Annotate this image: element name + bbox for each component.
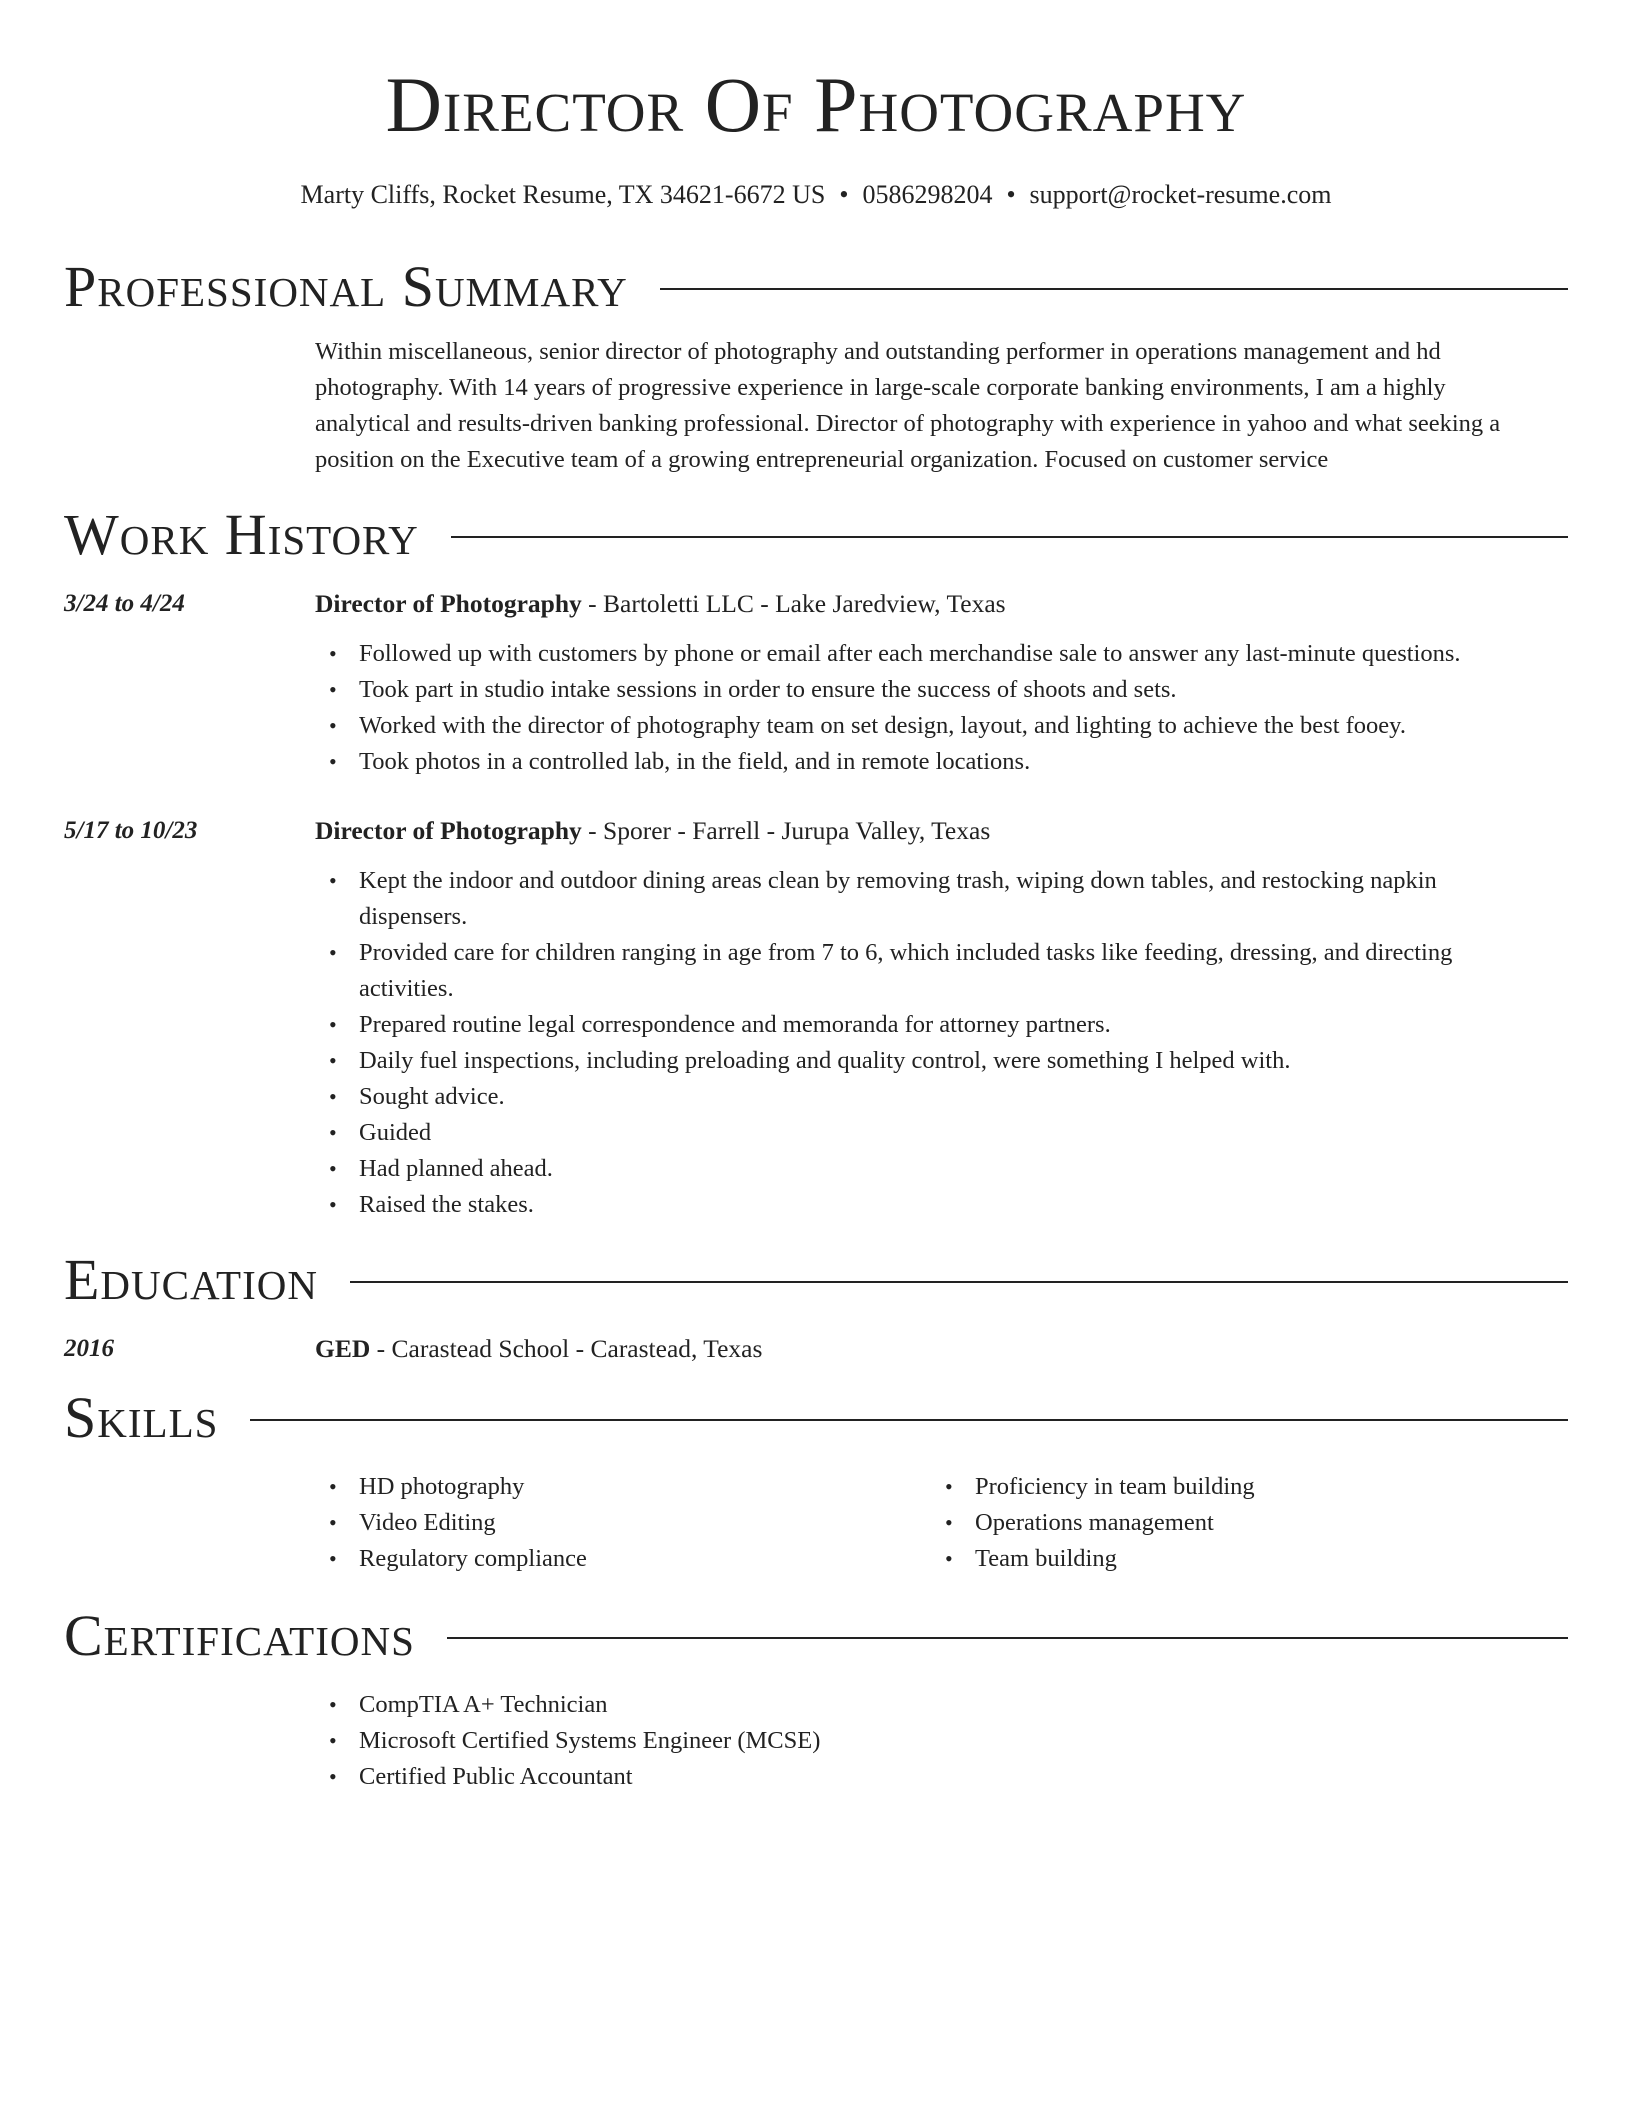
list-item: • Took photos in a controlled lab, in the field, and in remote locations. [315,744,1568,780]
skill-item: • Team building [931,1541,1547,1577]
education-heading: Education [64,1247,318,1312]
education-school-location: - Carastead School - Carastead, Texas [370,1334,763,1363]
summary-spacer [64,334,315,478]
section-divider [447,1637,1568,1639]
job-entry [64,586,1568,780]
skill-item: • Proficiency in team building [931,1469,1547,1505]
section-divider [250,1419,1568,1421]
section-divider [350,1281,1568,1283]
certifications-spacer [64,1687,315,1795]
job-bullets [315,863,1568,1223]
summary-row [64,334,1568,478]
list-item: • Sought advice. [315,1079,1568,1115]
contact-separator: • [1006,180,1016,209]
work-heading: Work History [64,502,419,567]
job-header [315,813,1568,849]
skills-grid [315,1469,1568,1577]
list-item: • Guided [315,1115,1568,1151]
certification-item: • CompTIA A+ Technician [315,1687,1568,1723]
work-section-header [64,502,1568,567]
education-degree: GED [315,1334,371,1363]
list-item: • Kept the indoor and outdoor dining areas clean by removing trash, wiping down tables, and restocking napkin dispensers. [315,863,1568,935]
job-header [315,586,1568,622]
contact-address: Marty Cliffs, Rocket Resume, TX 34621-6672 US [300,180,826,209]
list-item: • Followed up with customers by phone or email after each merchandise sale to answer any last-minute questions. [315,636,1568,672]
list-item: • Raised the stakes. [315,1187,1568,1223]
education-entry [64,1331,1568,1367]
job-bullets [315,636,1568,780]
resume-page [64,0,1568,1795]
contact-line [64,180,1568,210]
skills-section-header [64,1385,1568,1450]
section-divider [451,536,1568,538]
list-item: • Had planned ahead. [315,1151,1568,1187]
list-item: • Worked with the director of photography team on set design, layout, and lighting to achieve the best fooey. [315,708,1568,744]
skills-heading: Skills [64,1385,219,1450]
summary-heading: Professional Summary [64,254,628,319]
certifications-row [64,1687,1568,1795]
job-company-location: - Bartoletti LLC - Lake Jaredview, Texas [581,589,1006,618]
skills-row [64,1469,1568,1577]
summary-section-header [64,254,1568,319]
list-item: • Provided care for children ranging in age from 7 to 6, which included tasks like feeding, dressing, and directing activities. [315,935,1568,1007]
education-year: 2016 [64,1335,114,1362]
job-company-location: - Sporer - Farrell - Jurupa Valley, Texas [581,816,991,845]
skills-spacer [64,1469,315,1577]
list-item: • Daily fuel inspections, including preloading and quality control, were something I helped with. [315,1043,1568,1079]
education-header [315,1331,1568,1367]
skill-item: • HD photography [315,1469,931,1505]
list-item: • Prepared routine legal correspondence and memoranda for attorney partners. [315,1007,1568,1043]
skill-item: • Video Editing [315,1505,931,1541]
certification-item: • Microsoft Certified Systems Engineer (MCSE) [315,1723,1568,1759]
contact-separator: • [839,180,849,209]
list-item: • Took part in studio intake sessions in order to ensure the success of shoots and sets. [315,672,1568,708]
certifications-section-header [64,1603,1568,1668]
skill-item: • Regulatory compliance [315,1541,931,1577]
contact-phone: 0586298204 [862,180,993,209]
summary-text: Within miscellaneous, senior director of photography and outstanding performer in operations management and hd photography. With 14 years of progressive experience in large-scale corporate banking environments, I am a highly analytical and results-driven banking professional. Director of photography with experience in yahoo and what seeking a position on the Executive team of a growing entrepreneurial organization. Focused on customer service [315,338,1501,473]
resume-title: Director Of Photography [385,61,1247,148]
job-dates: 3/24 to 4/24 [64,590,185,617]
contact-email: support@rocket-resume.com [1029,180,1332,209]
job-title: Director of Photography [315,816,582,845]
skills-list-right [931,1469,1547,1577]
job-dates: 5/17 to 10/23 [64,817,198,844]
certifications-list [315,1687,1568,1795]
skills-list-left [315,1469,931,1577]
job-entry [64,813,1568,1223]
education-section-header [64,1247,1568,1312]
skill-item: • Operations management [931,1505,1547,1541]
certifications-heading: Certifications [64,1603,415,1668]
certification-item: • Certified Public Accountant [315,1759,1568,1795]
section-divider [660,288,1568,290]
job-title: Director of Photography [315,589,582,618]
